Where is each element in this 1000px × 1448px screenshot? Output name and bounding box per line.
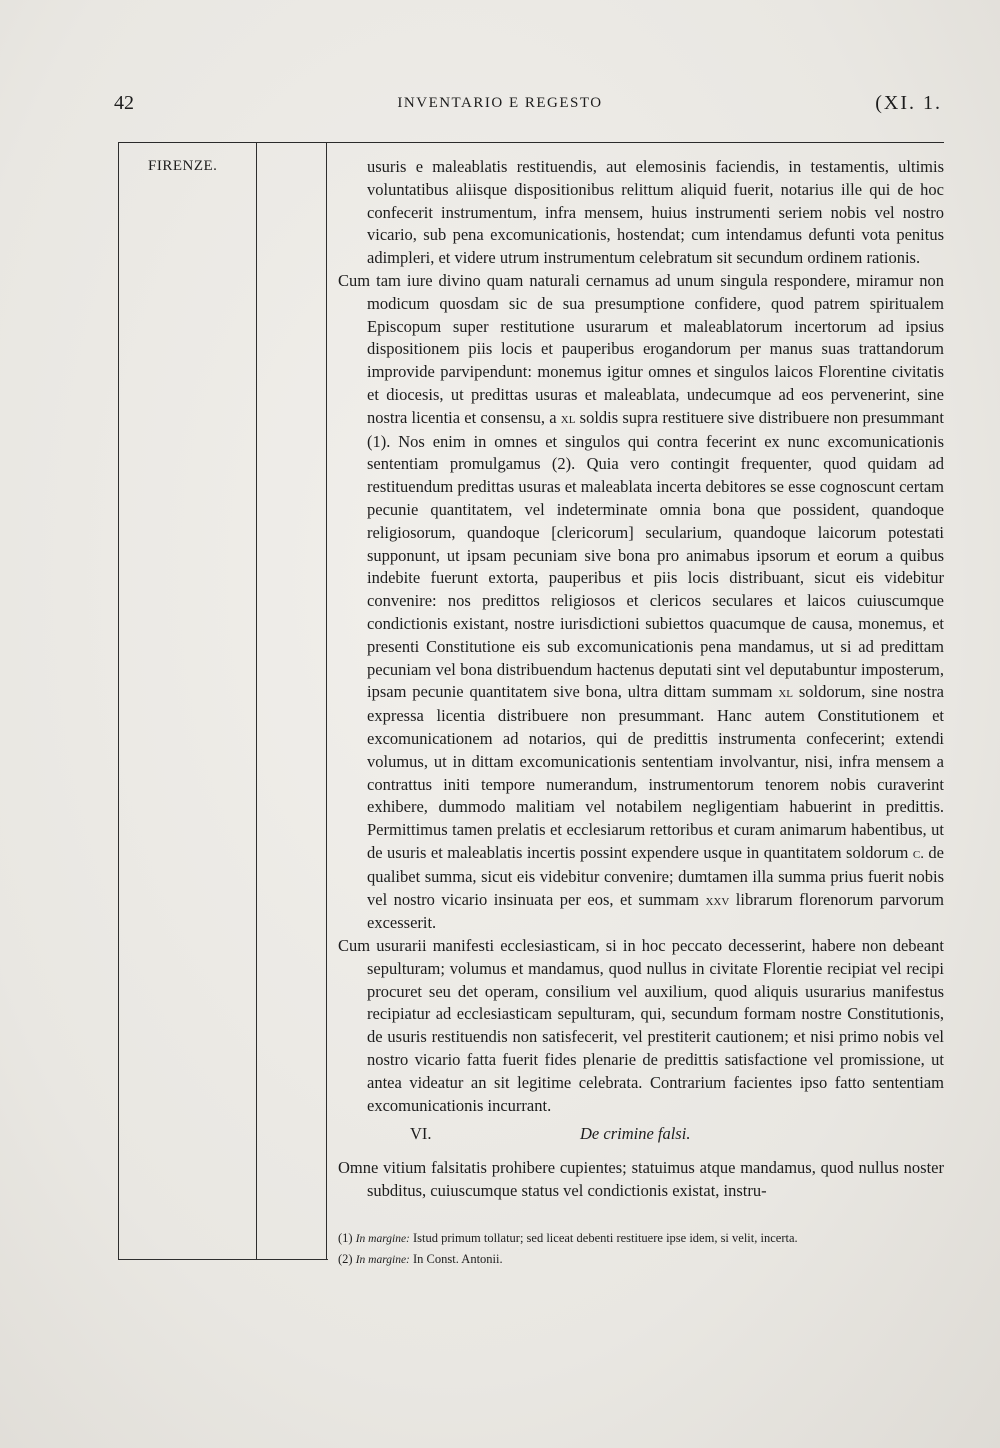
section-heading — [338, 1123, 944, 1147]
footnote-text: In Const. Antonii. — [413, 1252, 503, 1266]
paragraph-2-part-e: librarum florenorum parvorum excesserit. — [367, 889, 944, 933]
footnote — [338, 1249, 948, 1270]
paragraph-2-part-c: soldorum, sine nostra expressa licentia distribuere non presummant. Hanc autem Constitutionem et excomunicationem ad notarios, qui de predittis instrumenta confecerint; extendi volumus, ut in dittam excomunicationis sententiam involvantur, nisi, infra mensem a contrattus initi tempore numerandum, instrumentorum tenorem nobis curaverint exhibere, dummodo malitiam vel notabilem negligentiam habuerint in predittis. Permittimus tamen prelatis et ecclesiarum rettoribus et curam animarum habentibus, ut de usuris et maleablatis incertis possint expendere usque in quantitatem soldorum — [367, 682, 945, 862]
footnote — [338, 1228, 948, 1249]
paragraph-3: Cum usurarii manifesti ecclesiasticam, si in hoc peccato decesserint, habere non debeant sepulturam; volumus et mandamus, quod nullus in civitate Florentie recipiat vel recipi procuret seu det operam, consilium vel auxilium, quod aliquis usurarius manifestus recipiatur ad ecclesiasticam sepulturam, qui, secundum formam nostre Constitutionis, de usuris restituendis non satisfecerit, vel prestiterit cautionem; et nisi primo nobis vel nostro vicario fatta fuerit fides plenarie de predittis satisfactione vel promissione, ut antea videatur an sit legitime celebrata. Contrarium facientes ipso fatto sententiam excomunicationis incurrant. — [338, 936, 944, 1115]
footnote-label: In margine: — [355, 1233, 410, 1245]
footnote-text: Istud primum tollatur; sed liceat debenti restituere ipse idem, si velit, incerta. — [413, 1231, 798, 1245]
frame-line-middle — [256, 142, 257, 1259]
running-title: INVENTARIO E REGESTO — [397, 95, 603, 111]
paragraph-4: Omne vitium falsitatis prohibere cupientes; statuimus atque mandamus, quod nullus noster subditus, cuiuscumque status vel condictionis existat, instru- — [338, 1158, 944, 1201]
ledger-frame — [118, 142, 328, 1259]
footnote-marker: (2) — [338, 1252, 353, 1266]
main-text — [338, 156, 944, 1203]
roman-numeral: xl — [560, 410, 576, 427]
paragraph-2 — [338, 270, 944, 935]
footnote-marker: (1) — [338, 1231, 353, 1245]
section-title: De crimine falsi. — [580, 1124, 691, 1144]
paragraph-1: usuris e maleablatis restituendis, aut elemosinis faciendis, in testamentis, ultimis voluntatibus aliisque dispositionibus relittum aliquid fuerit, notarius ille qui de hoc confecerit instrumentum, infra mensem, huius instrumenti seriem nobis vel nostro vicario, sub pena excomunicationis, hostendat; cum intendamus defunti vota penitus adimpleri, et videre utrum instrumentum celebratum sit secundum ordinem rationis. — [367, 157, 944, 268]
roman-numeral: xl — [778, 685, 793, 702]
section-reference: (XI. 1. — [875, 92, 942, 114]
frame-line-right — [326, 142, 327, 1259]
running-header — [0, 92, 1000, 120]
paragraph-2-part-a: Cum tam iure divino quam naturali cernamus ad unum singula respondere, miramur non modicum quosdam sic de sua presumptione confidere, quod patrem spiritualem Episcopum super restitutione usurarum et maleablatorum incertorum ad ipsius dispositionem piis locis et pauperibus erogandorum per manus suas trattandorum improvide parvipendunt: monemus igitur omnes et singulos laicos Florentine civitatis et diocesis, ut predittas usuras et maleablata, undecumque ad eos pervenerint, sine nostra licentia et consensu, a — [338, 270, 944, 427]
roman-numeral: xxv — [705, 892, 730, 909]
paragraph-2-part-b: soldis supra restituere sive distribuere non presummant (1). Nos enim in omnes et singulos qui contra fecerint ex nunc excomunicationis sententiam promulgamus (2). Quia vero contingit frequenter, quod quidam ad restituendum predittas usuras et maleablata incerta debitores se esse cognoscunt certam pecunie quantitatem, vel indeterminate omnia bona que possident, quandoque religiosorum, quandoque [clericorum] secularium, quandoque laicorum potestati supponunt, ut ipsam pecuniam sive bona pro animabus ipsorum et eorum a quibus indebite fuerunt extorta, pauperibus et piis locis distribuant, sicut eis videbitur convenire: nos predittos religiosos et clericos seculares et laicos cuiuscumque condictionis existant, nostre iurisdictioni subiettos quacumque de causa, monemus, et presenti Constitutione eis sub excomunicationis pena mandamus, ut si ad predittam pecuniam vel bona distribuendum hactenus deputati sint vel deputabuntur imposterum, ipsam pecunie quantitatem sive bona, ultra dittam summam — [367, 407, 945, 702]
footnote-label: In margine: — [355, 1254, 410, 1266]
frame-line-left — [118, 142, 119, 1259]
paragraph-2-part-d: de qualibet summa, sicut eis videbitur convenire; dumtamen illa summa prius fuerit nobis vel nostro vicario insinuata per eos, et summam — [367, 842, 944, 909]
archive-heading: FIRENZE. — [148, 158, 218, 174]
top-rule — [118, 142, 944, 143]
bottom-rule — [118, 1259, 328, 1260]
section-number: VI. — [410, 1124, 432, 1144]
roman-numeral: c. — [912, 845, 924, 862]
page-number: 42 — [114, 92, 134, 114]
footnotes — [338, 1228, 948, 1270]
